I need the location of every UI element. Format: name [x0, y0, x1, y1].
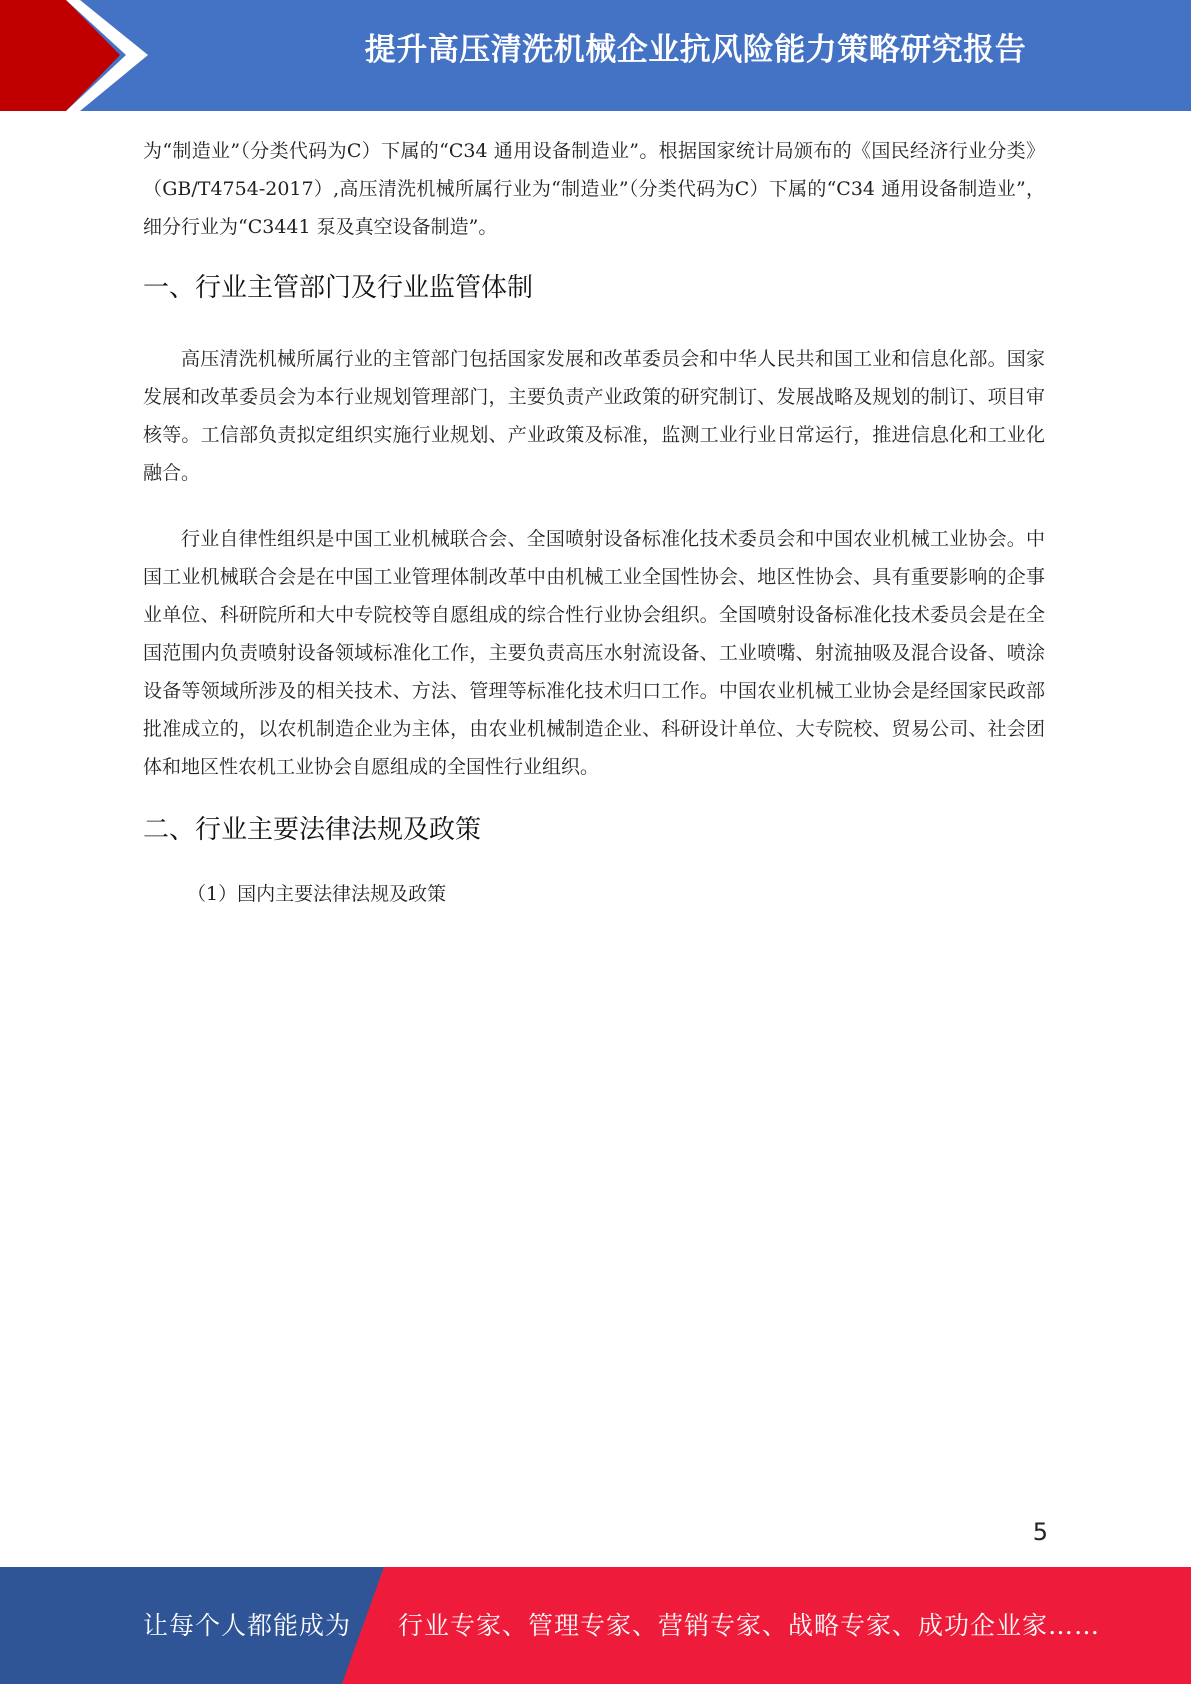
intro-paragraph: 为“制造业”（分类代码为C）下属的“C34 通用设备制造业”。根据国家统计局颁布的《国民经济行业分类》（GB/T4754-2017）,高压清洗机械所属行业为“制造业”（分类代码为C）下属的“C34 通用设备制造业”，细分行业为“C3441 泵及真空设备制造”。 [143, 140, 1045, 238]
header-ribbon-decoration [0, 0, 160, 111]
report-title: 提升高压清洗机械企业抗风险能力策略研究报告 [364, 32, 1027, 68]
footer-slogan-right: 行业专家、管理专家、营销专家、战略专家、成功企业家…… [398, 1611, 1101, 1640]
report-header [0, 0, 1191, 111]
section-heading-laws: 二、行业主要法律法规及政策 [143, 815, 482, 845]
paragraph-authorities: 高压清洗机械所属行业的主管部门包括国家发展和改革委员会和中华人民共和国工业和信息化部。国家发展和改革委员会为本行业规划管理部门，主要负责产业政策的研究制订、发展战略及规划的制订、项目审核等。工信部负责拟定组织实施行业规划、产业政策及标准，监测工业行业日常运行，推进信息化和工业化融合。 [143, 348, 1045, 484]
footer-slogan-left: 让每个人都能成为 [143, 1611, 352, 1640]
paragraph-self-regulatory: 行业自律性组织是中国工业机械联合会、全国喷射设备标准化技术委员会和中国农业机械工业协会。中国工业机械联合会是在中国工业管理体制改革中由机械工业全国性协会、地区性协会、具有重要影响的企事业单位、科研院所和大中专院校等自愿组成的综合性行业协会组织。全国喷射设备标准化技术委员会是在全国范围内负责喷射设备领域标准化工作，主要负责高压水射流设备、工业喷嘴、射流抽吸及混合设备、喷涂设备等领域所涉及的相关技术、方法、管理等标准化技术归口工作。中国农业机械工业协会是经国家民政部批准成立的，以农机制造企业为主体，由农业机械制造企业、科研设计单位、大专院校、贸易公司、社会团体和地区性农机工业协会自愿组成的全国性行业组织。 [143, 528, 1045, 778]
page-number: 5 [1032, 1518, 1048, 1546]
subheading-domestic-laws: （1）国内主要法律法规及政策 [187, 883, 447, 905]
section-heading-regulatory: 一、行业主管部门及行业监管体制 [143, 273, 534, 303]
report-footer [0, 1567, 1191, 1684]
document-body [143, 132, 1045, 910]
